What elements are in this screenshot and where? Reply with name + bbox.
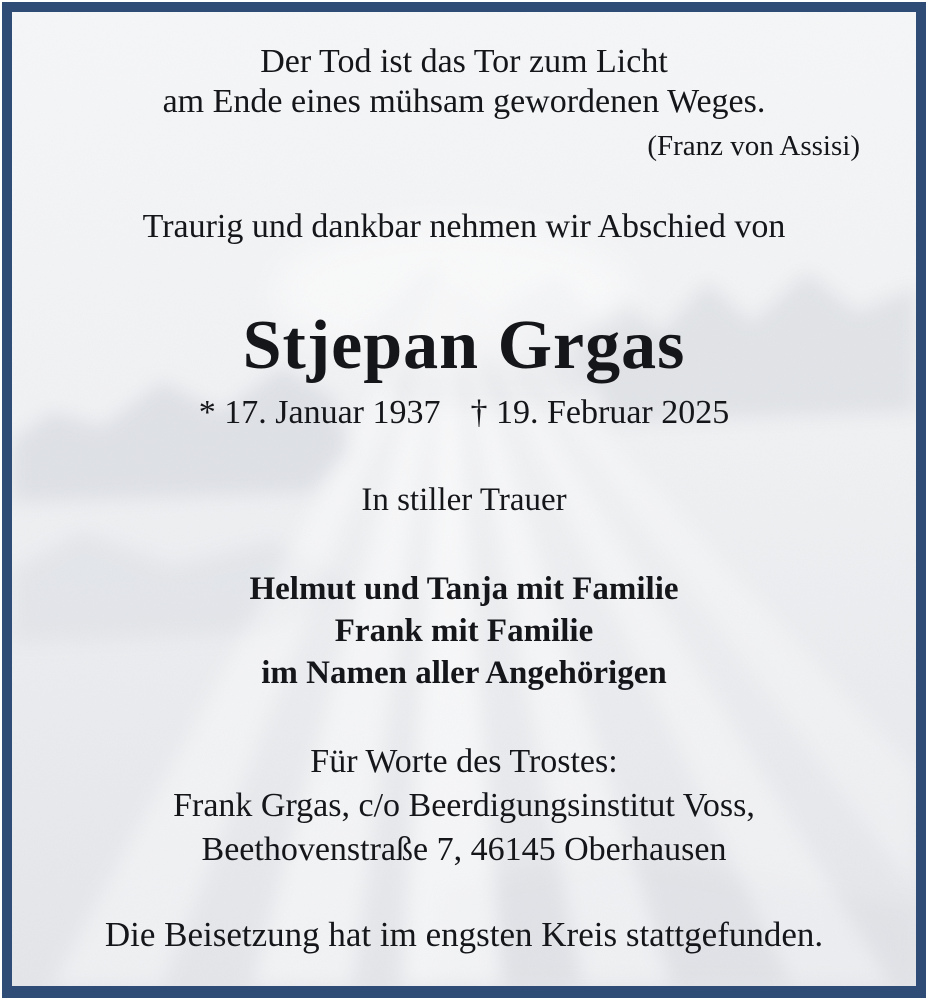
condolence-block — [12, 740, 916, 872]
quote-line-2: am Ende eines mühsam gewordenen Weges. — [162, 83, 766, 120]
birth-date: * 17. Januar 1937 — [198, 394, 441, 431]
quote-attribution: (Franz von Assisi) — [647, 130, 860, 162]
family-line-3: im Namen aller Angehörigen — [261, 655, 667, 691]
quote-line-1: Der Tod ist das Tor zum Licht — [260, 43, 668, 80]
death-date: † 19. Februar 2025 — [470, 394, 730, 431]
family-block — [12, 568, 916, 694]
condolence-line-2: Beethovenstraße 7, 46145 Oberhausen — [201, 831, 727, 868]
mourning-heading: In stiller Trauer — [361, 482, 567, 518]
notice-frame — [2, 2, 926, 998]
condolence-line-1: Frank Grgas, c/o Beerdigungsinstitut Voss, — [173, 787, 755, 824]
condolence-heading: Für Worte des Trostes: — [310, 743, 618, 780]
deceased-name: Stjepan Grgas — [242, 307, 686, 384]
family-line-1: Helmut und Tanja mit Familie — [249, 571, 679, 607]
life-dates — [12, 394, 916, 432]
intro-text: Traurig und dankbar nehmen wir Abschied von — [142, 208, 786, 245]
quote-block — [12, 42, 916, 122]
family-line-2: Frank mit Familie — [334, 613, 594, 649]
notice-content — [12, 12, 916, 986]
closing-text: Die Beisetzung hat im engsten Kreis stattgefunden. — [104, 915, 824, 954]
